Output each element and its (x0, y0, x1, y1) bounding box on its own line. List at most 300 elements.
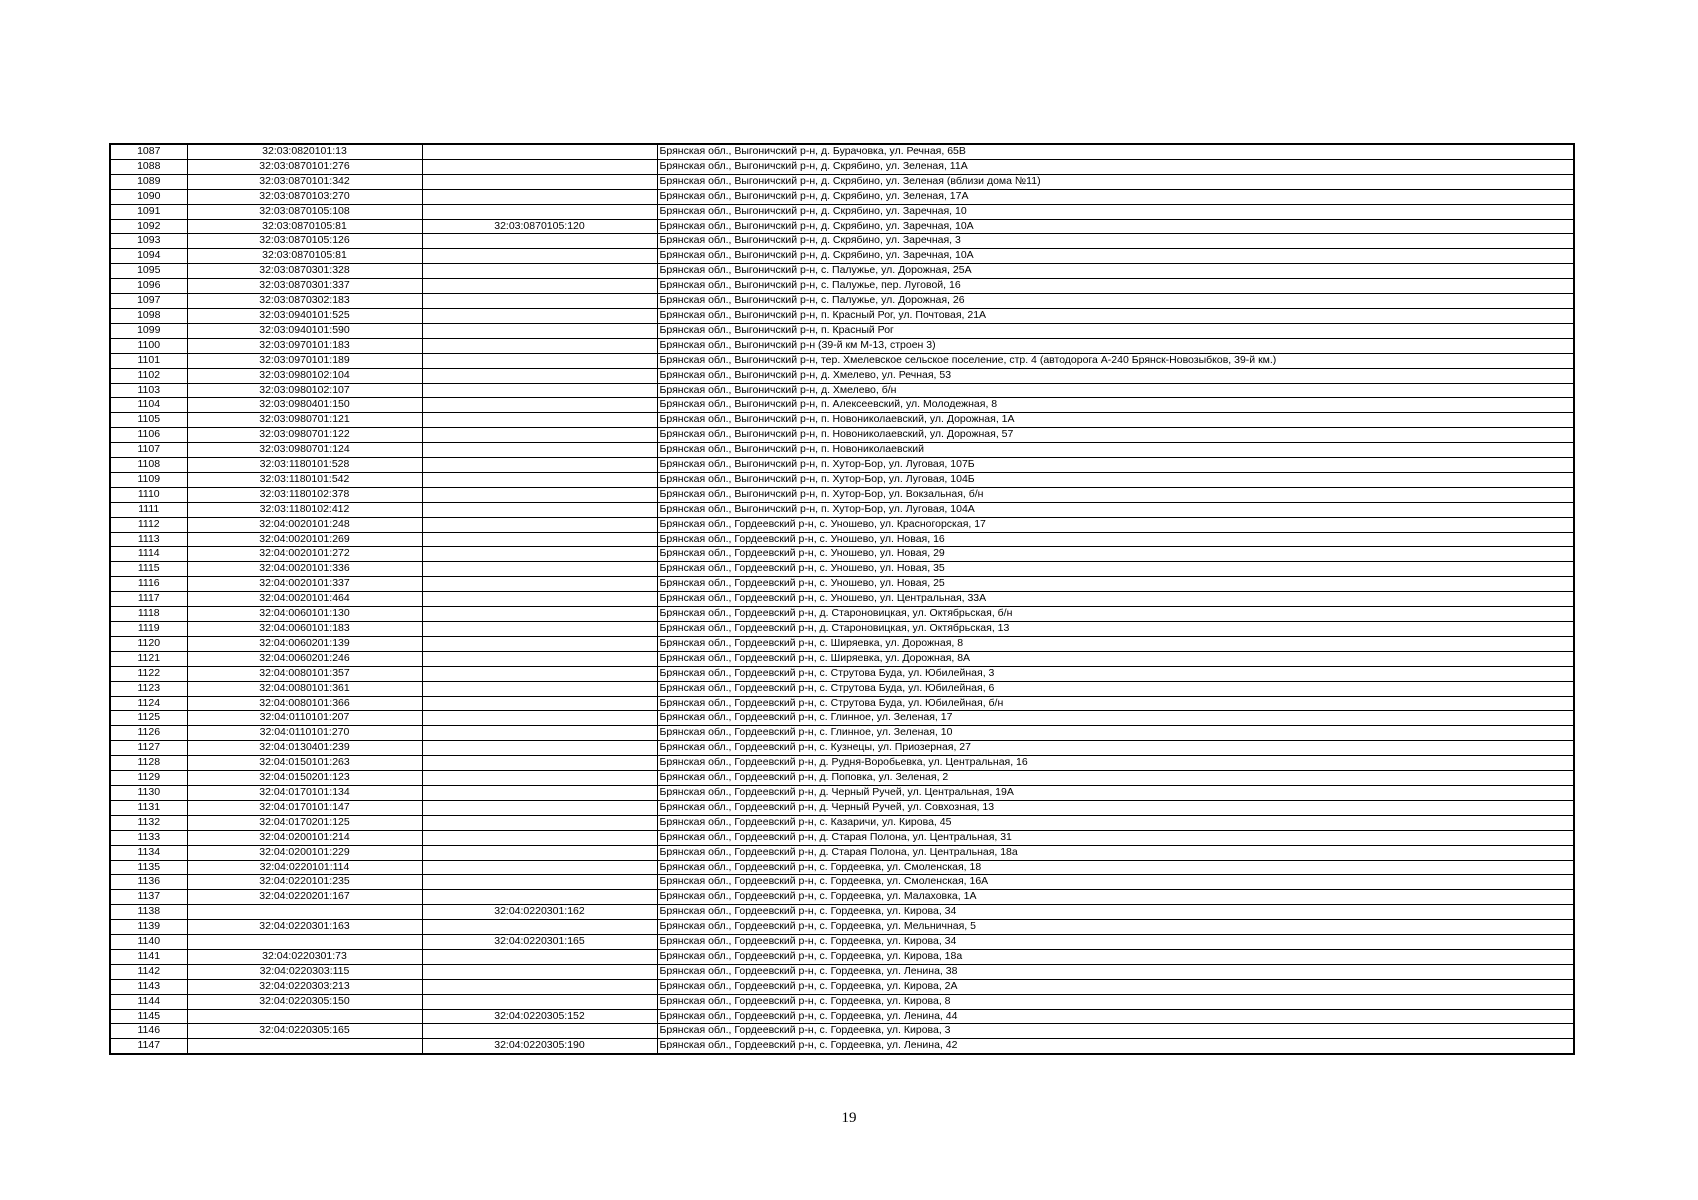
table-row (110, 1024, 1574, 1039)
related-cadastral-number-cell (422, 428, 657, 443)
cadastral-number-cell: 32:03:1180101:528 (187, 458, 422, 473)
table-row (110, 636, 1574, 651)
table-row (110, 532, 1574, 547)
table-row (110, 323, 1574, 338)
cadastral-number-cell (187, 1039, 422, 1054)
row-number-cell: 1110 (110, 487, 187, 502)
related-cadastral-number-cell (422, 756, 657, 771)
cadastral-number-cell: 32:03:0980102:104 (187, 368, 422, 383)
cadastral-number-cell: 32:04:0020101:336 (187, 562, 422, 577)
cadastral-number-cell: 32:03:0870101:342 (187, 174, 422, 189)
address-cell: Брянская обл., Гордеевский р-н, с. Гордеевка, ул. Кирова, 8 (657, 994, 1574, 1009)
cadastral-number-cell: 32:04:0170201:125 (187, 815, 422, 830)
table-row (110, 487, 1574, 502)
cadastral-number-cell: 32:04:0220201:167 (187, 890, 422, 905)
table-row (110, 338, 1574, 353)
cadastral-number-cell: 32:03:0870301:328 (187, 264, 422, 279)
address-cell: Брянская обл., Гордеевский р-н, с. Струтова Буда, ул. Юбилейная, 6 (657, 681, 1574, 696)
page-number: 19 (841, 1110, 857, 1126)
cadastral-number-cell: 32:04:0170101:134 (187, 785, 422, 800)
row-number-cell: 1103 (110, 383, 187, 398)
table-row (110, 383, 1574, 398)
row-number-cell: 1142 (110, 964, 187, 979)
address-cell: Брянская обл., Выгоничский р-н, д. Скрябино, ул. Зеленая, 11А (657, 159, 1574, 174)
address-cell: Брянская обл., Выгоничский р-н, п. Новониколаевский, ул. Дорожная, 57 (657, 428, 1574, 443)
row-number-cell: 1147 (110, 1039, 187, 1054)
related-cadastral-number-cell (422, 383, 657, 398)
cadastral-number-cell: 32:03:0970101:189 (187, 353, 422, 368)
address-cell: Брянская обл., Гордеевский р-н, с. Глинное, ул. Зеленая, 17 (657, 711, 1574, 726)
related-cadastral-number-cell (422, 517, 657, 532)
address-cell: Брянская обл., Выгоничский р-н, д. Скрябино, ул. Зеленая, 17А (657, 189, 1574, 204)
cadastral-number-cell: 32:04:0060201:139 (187, 636, 422, 651)
table-row (110, 741, 1574, 756)
table-row (110, 472, 1574, 487)
cadastral-number-cell: 32:03:0980701:121 (187, 413, 422, 428)
row-number-cell: 1101 (110, 353, 187, 368)
related-cadastral-number-cell (422, 622, 657, 637)
cadastral-number-cell: 32:04:0200101:214 (187, 830, 422, 845)
table-row (110, 607, 1574, 622)
cadastral-number-cell: 32:03:1180102:412 (187, 502, 422, 517)
row-number-cell: 1134 (110, 845, 187, 860)
related-cadastral-number-cell: 32:03:0870105:120 (422, 219, 657, 234)
cadastral-number-cell: 32:04:0220303:213 (187, 979, 422, 994)
related-cadastral-number-cell (422, 368, 657, 383)
related-cadastral-number-cell (422, 308, 657, 323)
cadastral-number-cell: 32:04:0080101:361 (187, 681, 422, 696)
cadastral-number-cell: 32:04:0200101:229 (187, 845, 422, 860)
address-cell: Брянская обл., Выгоничский р-н, п. Хутор-Бор, ул. Луговая, 104А (657, 502, 1574, 517)
related-cadastral-number-cell: 32:04:0220305:190 (422, 1039, 657, 1054)
address-cell: Брянская обл., Гордеевский р-н, с. Кузнецы, ул. Приозерная, 27 (657, 741, 1574, 756)
row-number-cell: 1113 (110, 532, 187, 547)
cadastral-number-cell (187, 905, 422, 920)
address-cell: Брянская обл., Выгоничский р-н, п. Красный Рог (657, 323, 1574, 338)
registry-sheet (109, 143, 1575, 1055)
related-cadastral-number-cell: 32:04:0220305:152 (422, 1009, 657, 1024)
cadastral-number-cell: 32:04:0110101:270 (187, 726, 422, 741)
address-cell: Брянская обл., Выгоничский р-н, тер. Хмелевское сельское поселение, стр. 4 (автодорога А-240 Брянск-Новозыбков, 39-й км.) (657, 353, 1574, 368)
table-row (110, 756, 1574, 771)
table-row (110, 860, 1574, 875)
row-number-cell: 1096 (110, 279, 187, 294)
row-number-cell: 1097 (110, 294, 187, 309)
row-number-cell: 1132 (110, 815, 187, 830)
table-row (110, 443, 1574, 458)
address-cell: Брянская обл., Гордеевский р-н, с. Гордеевка, ул. Кирова, 2А (657, 979, 1574, 994)
cadastral-number-cell (187, 935, 422, 950)
address-cell: Брянская обл., Гордеевский р-н, д. Рудня-Воробьевка, ул. Центральная, 16 (657, 756, 1574, 771)
table-row (110, 875, 1574, 890)
cadastral-number-cell: 32:03:0870101:276 (187, 159, 422, 174)
cadastral-number-cell: 32:03:0870105:81 (187, 219, 422, 234)
table-row (110, 159, 1574, 174)
address-cell: Брянская обл., Гордеевский р-н, с. Струтова Буда, ул. Юбилейная, 3 (657, 666, 1574, 681)
row-number-cell: 1091 (110, 204, 187, 219)
row-number-cell: 1105 (110, 413, 187, 428)
address-cell: Брянская обл., Выгоничский р-н, с. Палужье, ул. Дорожная, 26 (657, 294, 1574, 309)
table-row (110, 979, 1574, 994)
related-cadastral-number-cell (422, 741, 657, 756)
related-cadastral-number-cell: 32:04:0220301:162 (422, 905, 657, 920)
address-cell: Брянская обл., Гордеевский р-н, с. Гордеевка, ул. Кирова, 3 (657, 1024, 1574, 1039)
cadastral-number-cell: 32:03:1180102:378 (187, 487, 422, 502)
related-cadastral-number-cell (422, 845, 657, 860)
row-number-cell: 1117 (110, 592, 187, 607)
table-row (110, 681, 1574, 696)
table-row (110, 771, 1574, 786)
table-row (110, 949, 1574, 964)
cadastral-number-cell: 32:03:0870302:183 (187, 294, 422, 309)
related-cadastral-number-cell (422, 636, 657, 651)
cadastral-number-cell: 32:03:0940101:590 (187, 323, 422, 338)
address-cell: Брянская обл., Выгоничский р-н, д. Скрябино, ул. Заречная, 10А (657, 219, 1574, 234)
related-cadastral-number-cell (422, 234, 657, 249)
table-row (110, 1039, 1574, 1054)
address-cell: Брянская обл., Выгоничский р-н, п. Хутор-Бор, ул. Луговая, 104Б (657, 472, 1574, 487)
address-cell: Брянская обл., Гордеевский р-н, с. Уношево, ул. Центральная, 33А (657, 592, 1574, 607)
related-cadastral-number-cell (422, 1024, 657, 1039)
row-number-cell: 1124 (110, 696, 187, 711)
table-row (110, 711, 1574, 726)
cadastral-number-cell: 32:03:0870301:337 (187, 279, 422, 294)
row-number-cell: 1098 (110, 308, 187, 323)
row-number-cell: 1141 (110, 949, 187, 964)
table-row (110, 189, 1574, 204)
row-number-cell: 1123 (110, 681, 187, 696)
row-number-cell: 1144 (110, 994, 187, 1009)
related-cadastral-number-cell (422, 830, 657, 845)
row-number-cell: 1139 (110, 920, 187, 935)
related-cadastral-number-cell (422, 651, 657, 666)
row-number-cell: 1106 (110, 428, 187, 443)
cadastral-number-cell: 32:04:0110101:207 (187, 711, 422, 726)
row-number-cell: 1130 (110, 785, 187, 800)
address-cell: Брянская обл., Гордеевский р-н, с. Казаричи, ул. Кирова, 45 (657, 815, 1574, 830)
address-cell: Брянская обл., Гордеевский р-н, с. Гордеевка, ул. Кирова, 18а (657, 949, 1574, 964)
address-cell: Брянская обл., Гордеевский р-н, д. Староновицкая, ул. Октябрьская, б/н (657, 607, 1574, 622)
row-number-cell: 1133 (110, 830, 187, 845)
table-row (110, 368, 1574, 383)
row-number-cell: 1131 (110, 800, 187, 815)
related-cadastral-number-cell (422, 323, 657, 338)
table-row (110, 204, 1574, 219)
table-row (110, 144, 1574, 159)
address-cell: Брянская обл., Выгоничский р-н, д. Хмелево, ул. Речная, 53 (657, 368, 1574, 383)
related-cadastral-number-cell (422, 458, 657, 473)
row-number-cell: 1119 (110, 622, 187, 637)
address-cell: Брянская обл., Гордеевский р-н, с. Струтова Буда, ул. Юбилейная, б/н (657, 696, 1574, 711)
related-cadastral-number-cell (422, 964, 657, 979)
address-cell: Брянская обл., Выгоничский р-н, д. Скрябино, ул. Зеленая (вблизи дома №11) (657, 174, 1574, 189)
related-cadastral-number-cell (422, 294, 657, 309)
table-row (110, 935, 1574, 950)
table-row (110, 666, 1574, 681)
related-cadastral-number-cell (422, 666, 657, 681)
row-number-cell: 1125 (110, 711, 187, 726)
row-number-cell: 1122 (110, 666, 187, 681)
table-row (110, 279, 1574, 294)
related-cadastral-number-cell (422, 860, 657, 875)
cadastral-number-cell: 32:03:0980401:150 (187, 398, 422, 413)
row-number-cell: 1104 (110, 398, 187, 413)
row-number-cell: 1099 (110, 323, 187, 338)
cadastral-number-cell: 32:04:0080101:357 (187, 666, 422, 681)
cadastral-number-cell: 32:03:0870105:108 (187, 204, 422, 219)
related-cadastral-number-cell (422, 472, 657, 487)
row-number-cell: 1107 (110, 443, 187, 458)
row-number-cell: 1100 (110, 338, 187, 353)
table-row (110, 696, 1574, 711)
table-row (110, 264, 1574, 279)
related-cadastral-number-cell (422, 487, 657, 502)
related-cadastral-number-cell (422, 726, 657, 741)
address-cell: Брянская обл., Выгоничский р-н, д. Бурачовка, ул. Речная, 65В (657, 144, 1574, 159)
related-cadastral-number-cell (422, 681, 657, 696)
cadastral-number-cell: 32:04:0150201:123 (187, 771, 422, 786)
table-row (110, 308, 1574, 323)
address-cell: Брянская обл., Гордеевский р-н, с. Уношево, ул. Новая, 35 (657, 562, 1574, 577)
table-row (110, 785, 1574, 800)
cadastral-number-cell: 32:04:0060101:183 (187, 622, 422, 637)
cadastral-number-cell: 32:03:0870105:81 (187, 249, 422, 264)
related-cadastral-number-cell (422, 353, 657, 368)
table-row (110, 413, 1574, 428)
cadastral-number-cell (187, 1009, 422, 1024)
related-cadastral-number-cell (422, 547, 657, 562)
cadastral-number-cell: 32:03:1180101:542 (187, 472, 422, 487)
cadastral-number-cell: 32:03:0980701:124 (187, 443, 422, 458)
address-cell: Брянская обл., Гордеевский р-н, с. Ширяевка, ул. Дорожная, 8 (657, 636, 1574, 651)
cadastral-number-cell: 32:03:0870105:126 (187, 234, 422, 249)
related-cadastral-number-cell (422, 144, 657, 159)
address-cell: Брянская обл., Гордеевский р-н, с. Глинное, ул. Зеленая, 10 (657, 726, 1574, 741)
row-number-cell: 1135 (110, 860, 187, 875)
table-row (110, 547, 1574, 562)
related-cadastral-number-cell (422, 279, 657, 294)
address-cell: Брянская обл., Гордеевский р-н, д. Старая Полона, ул. Центральная, 31 (657, 830, 1574, 845)
table-row (110, 920, 1574, 935)
table-row (110, 830, 1574, 845)
related-cadastral-number-cell (422, 532, 657, 547)
address-cell: Брянская обл., Выгоничский р-н, п. Красный Рог, ул. Почтовая, 21А (657, 308, 1574, 323)
table-row (110, 964, 1574, 979)
cadastral-number-cell: 32:04:0220305:150 (187, 994, 422, 1009)
address-cell: Брянская обл., Гордеевский р-н, д. Старая Полона, ул. Центральная, 18а (657, 845, 1574, 860)
address-cell: Брянская обл., Гордеевский р-н, д. Староновицкая, ул. Октябрьская, 13 (657, 622, 1574, 637)
table-row (110, 577, 1574, 592)
related-cadastral-number-cell (422, 577, 657, 592)
cadastral-number-cell: 32:03:0980701:122 (187, 428, 422, 443)
table-row (110, 622, 1574, 637)
cadastral-number-cell: 32:03:0980102:107 (187, 383, 422, 398)
address-cell: Брянская обл., Гордеевский р-н, с. Гордеевка, ул. Ленина, 38 (657, 964, 1574, 979)
row-number-cell: 1115 (110, 562, 187, 577)
related-cadastral-number-cell (422, 800, 657, 815)
row-number-cell: 1143 (110, 979, 187, 994)
related-cadastral-number-cell (422, 264, 657, 279)
table-row (110, 1009, 1574, 1024)
registry-table (109, 143, 1575, 1055)
related-cadastral-number-cell (422, 398, 657, 413)
address-cell: Брянская обл., Гордеевский р-н, д. Черный Ручей, ул. Совхозная, 13 (657, 800, 1574, 815)
cadastral-number-cell: 32:04:0170101:147 (187, 800, 422, 815)
address-cell: Брянская обл., Гордеевский р-н, с. Ширяевка, ул. Дорожная, 8А (657, 651, 1574, 666)
row-number-cell: 1140 (110, 935, 187, 950)
address-cell: Брянская обл., Гордеевский р-н, с. Гордеевка, ул. Кирова, 34 (657, 935, 1574, 950)
table-row (110, 353, 1574, 368)
address-cell: Брянская обл., Гордеевский р-н, с. Гордеевка, ул. Смоленская, 18 (657, 860, 1574, 875)
related-cadastral-number-cell (422, 189, 657, 204)
row-number-cell: 1102 (110, 368, 187, 383)
table-row (110, 249, 1574, 264)
address-cell: Брянская обл., Гордеевский р-н, с. Гордеевка, ул. Мельничная, 5 (657, 920, 1574, 935)
table-row (110, 398, 1574, 413)
cadastral-number-cell: 32:04:0220301:163 (187, 920, 422, 935)
row-number-cell: 1145 (110, 1009, 187, 1024)
address-cell: Брянская обл., Гордеевский р-н, д. Поповка, ул. Зеленая, 2 (657, 771, 1574, 786)
address-cell: Брянская обл., Гордеевский р-н, д. Черный Ручей, ул. Центральная, 19А (657, 785, 1574, 800)
row-number-cell: 1128 (110, 756, 187, 771)
row-number-cell: 1137 (110, 890, 187, 905)
cadastral-number-cell: 32:04:0220301:73 (187, 949, 422, 964)
address-cell: Брянская обл., Выгоничский р-н (39-й км М-13, строен 3) (657, 338, 1574, 353)
cadastral-number-cell: 32:04:0130401:239 (187, 741, 422, 756)
related-cadastral-number-cell (422, 562, 657, 577)
address-cell: Брянская обл., Гордеевский р-н, с. Уношево, ул. Красногорская, 17 (657, 517, 1574, 532)
cadastral-number-cell: 32:04:0220305:165 (187, 1024, 422, 1039)
table-row (110, 294, 1574, 309)
related-cadastral-number-cell (422, 815, 657, 830)
table-row (110, 562, 1574, 577)
related-cadastral-number-cell (422, 994, 657, 1009)
related-cadastral-number-cell (422, 711, 657, 726)
address-cell: Брянская обл., Выгоничский р-н, п. Хутор-Бор, ул. Луговая, 107Б (657, 458, 1574, 473)
table-row (110, 890, 1574, 905)
row-number-cell: 1112 (110, 517, 187, 532)
cadastral-number-cell: 32:04:0020101:272 (187, 547, 422, 562)
row-number-cell: 1126 (110, 726, 187, 741)
row-number-cell: 1093 (110, 234, 187, 249)
address-cell: Брянская обл., Гордеевский р-н, с. Гордеевка, ул. Ленина, 42 (657, 1039, 1574, 1054)
address-cell: Брянская обл., Выгоничский р-н, п. Новониколаевский, ул. Дорожная, 1А (657, 413, 1574, 428)
related-cadastral-number-cell (422, 785, 657, 800)
address-cell: Брянская обл., Выгоничский р-н, п. Новониколаевский (657, 443, 1574, 458)
table-row (110, 458, 1574, 473)
address-cell: Брянская обл., Выгоничский р-н, с. Палужье, пер. Луговой, 16 (657, 279, 1574, 294)
row-number-cell: 1089 (110, 174, 187, 189)
table-row (110, 800, 1574, 815)
table-row (110, 428, 1574, 443)
row-number-cell: 1136 (110, 875, 187, 890)
address-cell: Брянская обл., Гордеевский р-н, с. Гордеевка, ул. Кирова, 34 (657, 905, 1574, 920)
table-row (110, 234, 1574, 249)
related-cadastral-number-cell (422, 771, 657, 786)
row-number-cell: 1088 (110, 159, 187, 174)
address-cell: Брянская обл., Выгоничский р-н, с. Палужье, ул. Дорожная, 25А (657, 264, 1574, 279)
related-cadastral-number-cell (422, 696, 657, 711)
cadastral-number-cell: 32:04:0080101:366 (187, 696, 422, 711)
table-row (110, 502, 1574, 517)
cadastral-number-cell: 32:03:0940101:525 (187, 308, 422, 323)
address-cell: Брянская обл., Выгоничский р-н, п. Хутор-Бор, ул. Вокзальная, б/н (657, 487, 1574, 502)
row-number-cell: 1146 (110, 1024, 187, 1039)
cadastral-number-cell: 32:04:0060101:130 (187, 607, 422, 622)
address-cell: Брянская обл., Гордеевский р-н, с. Уношево, ул. Новая, 29 (657, 547, 1574, 562)
related-cadastral-number-cell (422, 249, 657, 264)
related-cadastral-number-cell (422, 204, 657, 219)
cadastral-number-cell: 32:04:0150101:263 (187, 756, 422, 771)
address-cell: Брянская обл., Гордеевский р-н, с. Уношево, ул. Новая, 16 (657, 532, 1574, 547)
row-number-cell: 1118 (110, 607, 187, 622)
cadastral-number-cell: 32:04:0020101:464 (187, 592, 422, 607)
related-cadastral-number-cell (422, 443, 657, 458)
related-cadastral-number-cell (422, 174, 657, 189)
address-cell: Брянская обл., Выгоничский р-н, д. Скрябино, ул. Заречная, 10А (657, 249, 1574, 264)
row-number-cell: 1127 (110, 741, 187, 756)
cadastral-number-cell: 32:04:0220101:235 (187, 875, 422, 890)
related-cadastral-number-cell (422, 413, 657, 428)
address-cell: Брянская обл., Гордеевский р-н, с. Гордеевка, ул. Ленина, 44 (657, 1009, 1574, 1024)
row-number-cell: 1121 (110, 651, 187, 666)
cadastral-number-cell: 32:03:0870103:270 (187, 189, 422, 204)
cadastral-number-cell: 32:03:0970101:183 (187, 338, 422, 353)
related-cadastral-number-cell (422, 502, 657, 517)
table-row (110, 726, 1574, 741)
row-number-cell: 1111 (110, 502, 187, 517)
table-row (110, 592, 1574, 607)
table-row (110, 174, 1574, 189)
row-number-cell: 1095 (110, 264, 187, 279)
row-number-cell: 1138 (110, 905, 187, 920)
cadastral-number-cell: 32:04:0020101:248 (187, 517, 422, 532)
address-cell: Брянская обл., Выгоничский р-н, д. Скрябино, ул. Заречная, 10 (657, 204, 1574, 219)
cadastral-number-cell: 32:04:0060201:246 (187, 651, 422, 666)
row-number-cell: 1120 (110, 636, 187, 651)
related-cadastral-number-cell (422, 338, 657, 353)
related-cadastral-number-cell (422, 890, 657, 905)
table-row (110, 219, 1574, 234)
related-cadastral-number-cell (422, 607, 657, 622)
related-cadastral-number-cell (422, 875, 657, 890)
table-row (110, 994, 1574, 1009)
address-cell: Брянская обл., Гордеевский р-н, с. Гордеевка, ул. Смоленская, 16А (657, 875, 1574, 890)
row-number-cell: 1114 (110, 547, 187, 562)
address-cell: Брянская обл., Гордеевский р-н, с. Уношево, ул. Новая, 25 (657, 577, 1574, 592)
cadastral-number-cell: 32:04:0020101:337 (187, 577, 422, 592)
table-row (110, 845, 1574, 860)
related-cadastral-number-cell: 32:04:0220301:165 (422, 935, 657, 950)
cadastral-number-cell: 32:04:0020101:269 (187, 532, 422, 547)
row-number-cell: 1090 (110, 189, 187, 204)
address-cell: Брянская обл., Выгоничский р-н, д. Хмелево, б/н (657, 383, 1574, 398)
cadastral-number-cell: 32:04:0220101:114 (187, 860, 422, 875)
related-cadastral-number-cell (422, 159, 657, 174)
row-number-cell: 1094 (110, 249, 187, 264)
table-row (110, 815, 1574, 830)
row-number-cell: 1092 (110, 219, 187, 234)
row-number-cell: 1116 (110, 577, 187, 592)
related-cadastral-number-cell (422, 979, 657, 994)
row-number-cell: 1108 (110, 458, 187, 473)
table-row (110, 905, 1574, 920)
cadastral-number-cell: 32:03:0820101:13 (187, 144, 422, 159)
registry-table-body (110, 144, 1574, 1054)
table-row (110, 651, 1574, 666)
address-cell: Брянская обл., Выгоничский р-н, д. Скрябино, ул. Заречная, 3 (657, 234, 1574, 249)
table-row (110, 517, 1574, 532)
